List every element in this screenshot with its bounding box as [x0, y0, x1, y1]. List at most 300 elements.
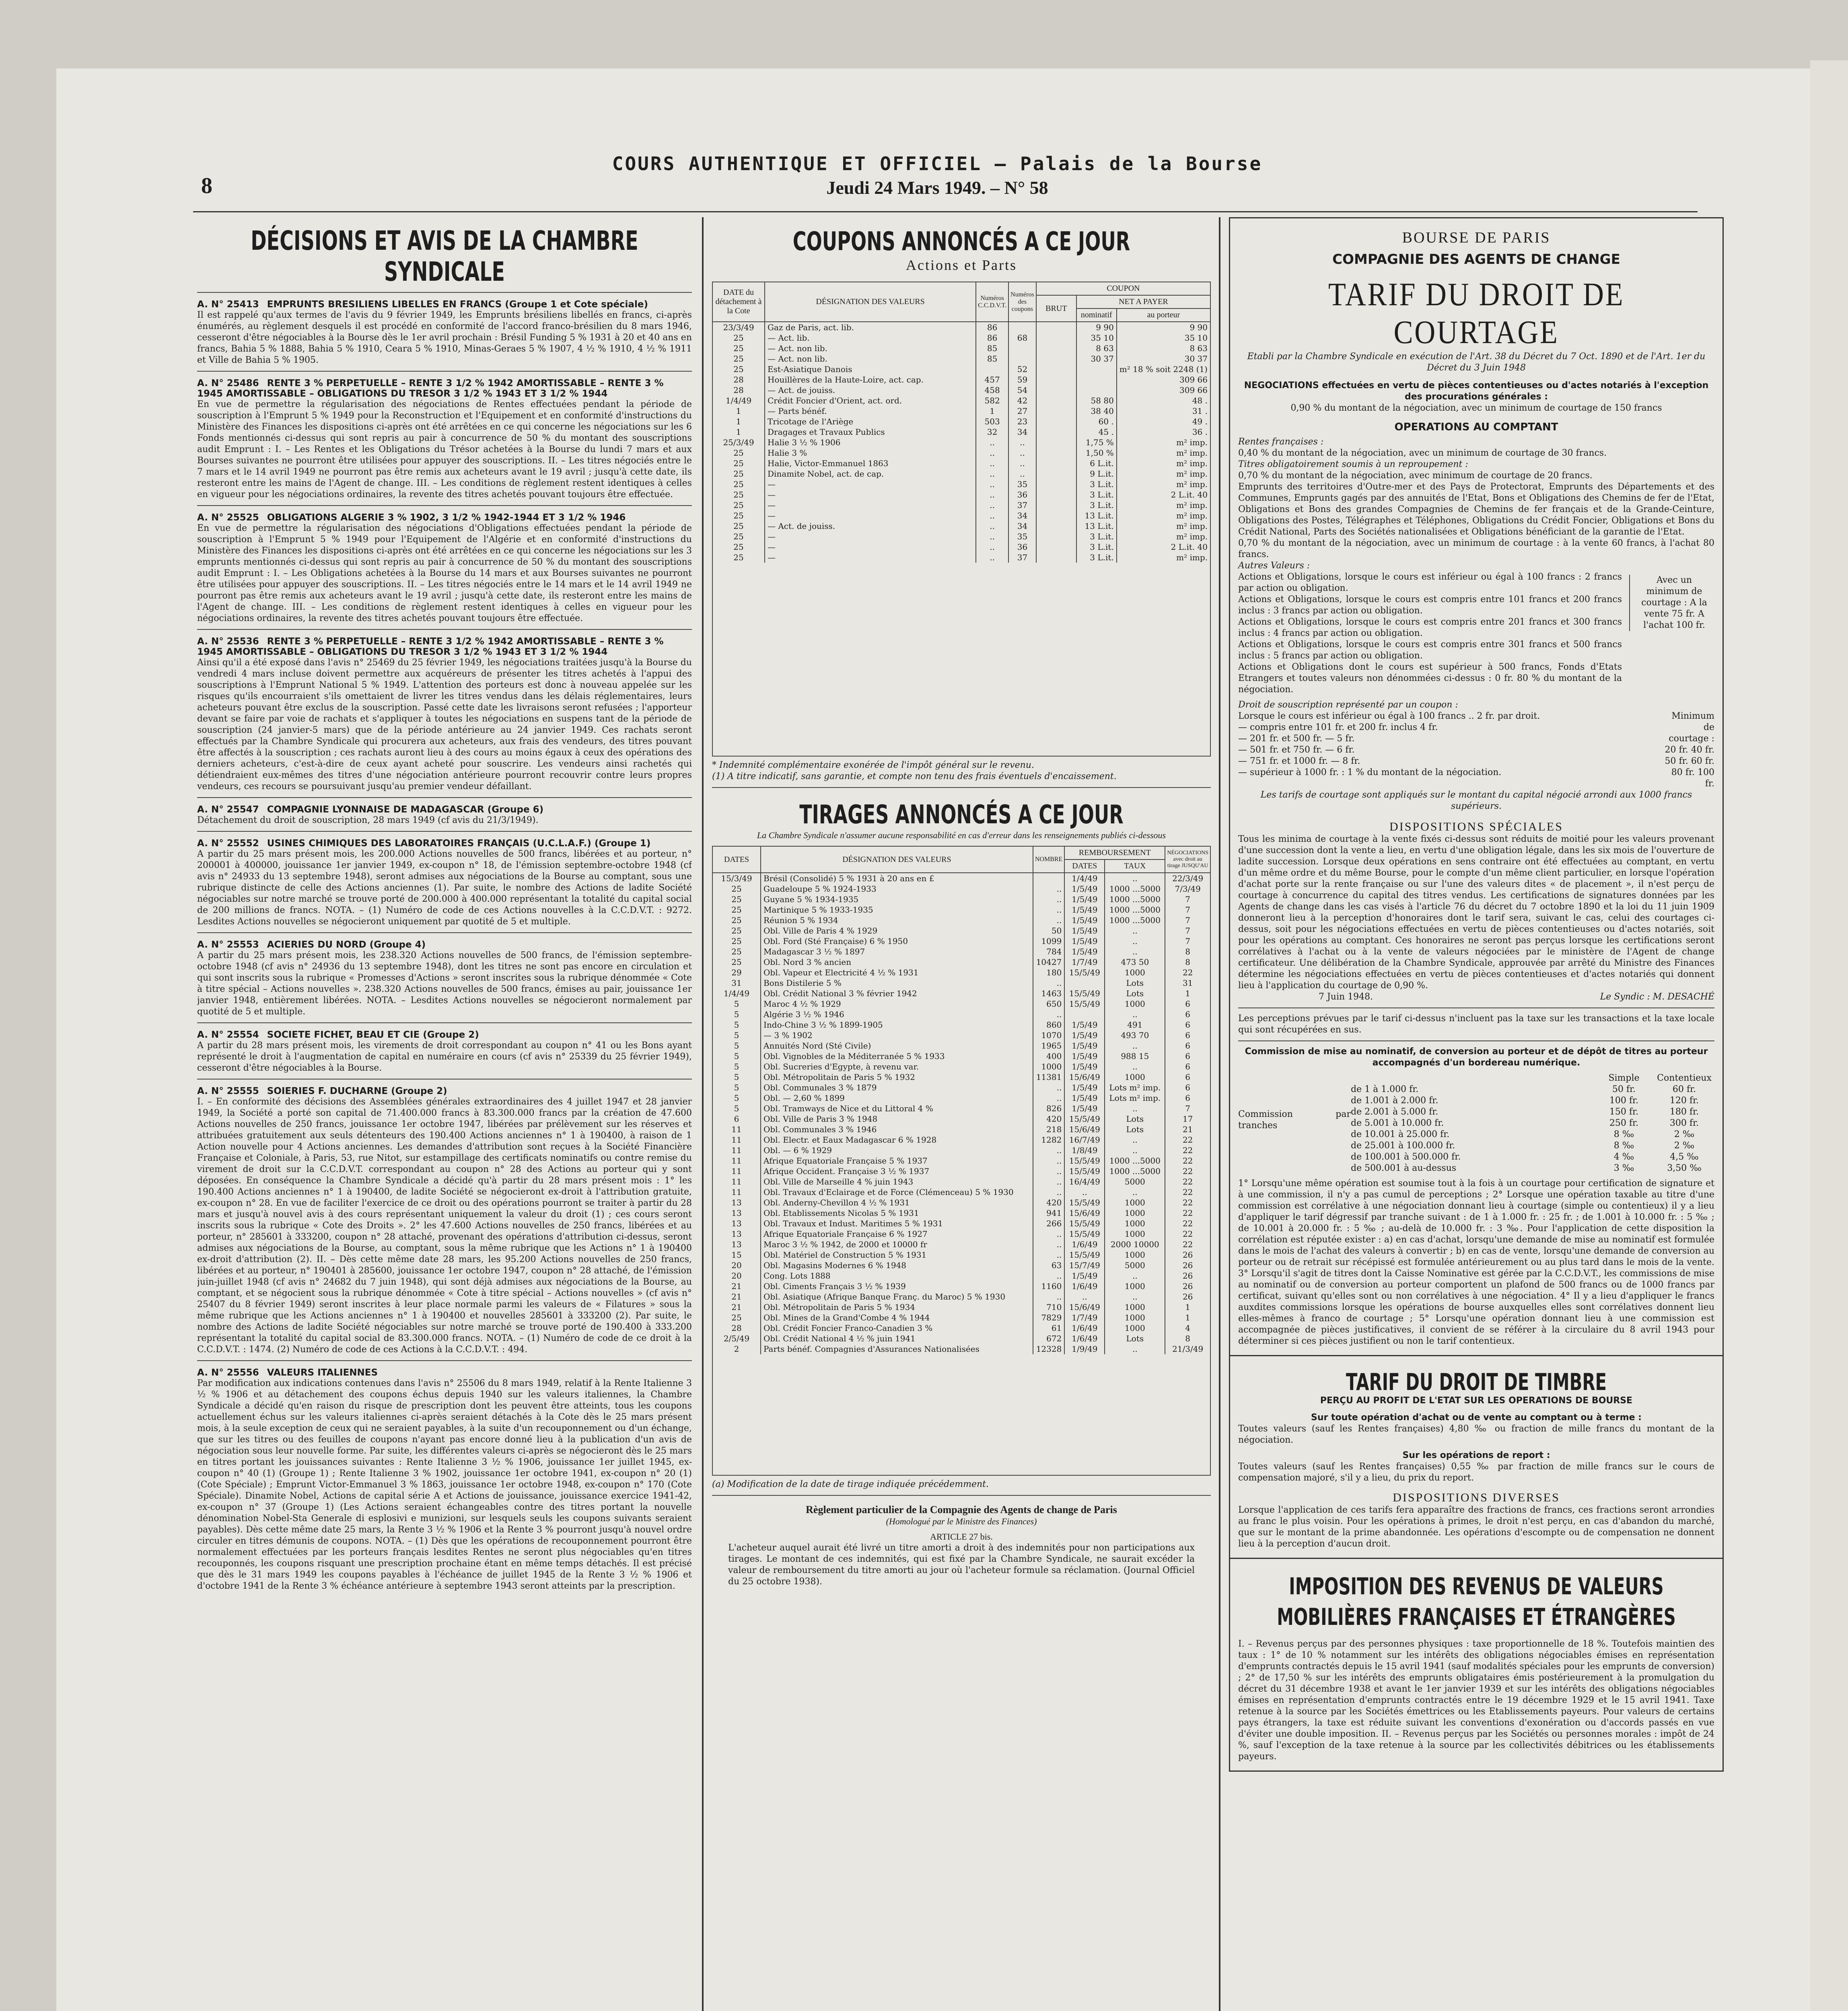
table-cell: .. — [976, 448, 1008, 458]
table-cell: m² imp. — [1117, 500, 1210, 510]
decision-number: A. N° 25556 — [197, 1367, 259, 1378]
decision-subject: OBLIGATIONS ALGERIE 3 % 1902, 3 1/2 % 1942-1944 ET 3 1/2 % 1946 — [267, 512, 626, 523]
decision-heading — [197, 1086, 692, 1096]
table-cell: 1000 ...5000 — [1105, 884, 1165, 894]
table-row — [712, 1302, 1210, 1312]
table-cell: Obl. Etablissements Nicolas 5 % 1931 — [761, 1208, 1033, 1218]
table-cell: 27 — [1008, 406, 1036, 416]
commission-row — [1351, 1151, 1714, 1163]
table-cell: 22 — [1165, 1187, 1210, 1197]
table-cell: .. — [976, 469, 1008, 479]
header-rule — [193, 211, 1698, 212]
table-cell: 35 10 — [1076, 333, 1117, 343]
next-page-edge — [1810, 60, 1848, 2011]
table-cell: 5 — [712, 1093, 761, 1103]
commission-contentieux: 4,5 ‰ — [1670, 1152, 1699, 1162]
table-cell: .. — [1105, 1040, 1165, 1051]
timbre-title: TARIF DU DROIT DE TIMBRE — [1346, 1368, 1607, 1396]
table-cell: .. — [1105, 1344, 1165, 1354]
table-cell: 7 — [1165, 915, 1210, 925]
table-cell: — — [765, 489, 976, 500]
table-cell: 15/5/49 — [1064, 1229, 1105, 1239]
table-cell: Obl. Ciments Français 3 ½ % 1939 — [761, 1281, 1033, 1291]
table-cell: 2/5/49 — [712, 1333, 761, 1344]
table-cell — [1064, 1009, 1105, 1020]
table-cell — [1036, 385, 1076, 395]
table-cell: 8 63 — [1076, 343, 1117, 354]
table-cell: Halie 3 % — [765, 448, 976, 458]
table-cell: .. — [1033, 1082, 1064, 1093]
table-cell: — — [765, 542, 976, 552]
table-cell: Maroc 4 ½ % 1929 — [761, 999, 1033, 1009]
table-cell: 28 — [712, 385, 765, 395]
table-cell: 25 — [712, 936, 761, 946]
signature-line — [1238, 991, 1714, 1003]
header-title: COURS AUTHENTIQUE ET OFFICIEL – Palais de la Bourse — [612, 153, 1263, 175]
table-cell: 59 — [1008, 374, 1036, 385]
negociations-text: 0,90 % du montant de la négociation, avec un minimum de courtage de 150 francs — [1290, 403, 1662, 413]
coupons-table — [712, 282, 1211, 563]
tarif-line: Actions et Obligations dont le cours est supérieur à 500 francs, Fonds d'Etats Etrangers et toutes valeurs non dénommées ci-dessus : 0 fr. 80 % du montant de la négociation. — [1238, 662, 1622, 695]
table-cell: 25 — [712, 479, 765, 489]
table-row — [712, 322, 1210, 333]
table-cell: 37 — [1008, 500, 1036, 510]
table-cell: 22 — [1165, 1208, 1210, 1218]
table-cell: 493 70 — [1105, 1030, 1165, 1040]
table-cell: 941 — [1033, 1208, 1064, 1218]
table-cell: 49 . — [1117, 416, 1210, 427]
table-cell: Obl. Tramways de Nice et du Littoral 4 % — [761, 1103, 1033, 1114]
tarif-line: Actions et Obligations, lorsque le cours est compris entre 101 francs et 200 francs inclus : 3 francs par action ou obligation. — [1238, 594, 1622, 616]
table-cell: 26 — [1165, 1271, 1210, 1281]
tarif-line: Titres obligatoirement soumis à un reproupement : — [1238, 459, 1468, 469]
comptant-title: OPERATIONS AU COMPTANT — [1394, 421, 1558, 433]
decision-entry — [197, 1367, 692, 1592]
tarif-line: Actions et Obligations, lorsque le cours est inférieur ou égal à 100 francs : 2 francs par action ou obligation. — [1238, 572, 1622, 593]
decision-number: A. N° 25536 — [197, 636, 259, 647]
souscription-line: — 501 fr. et 750 fr. — 6 fr. — [1238, 745, 1355, 755]
courtage-box — [1229, 217, 1724, 1356]
table-row — [712, 1271, 1210, 1281]
table-cell: Obl. Magasins Modernes 6 % 1948 — [761, 1260, 1033, 1271]
coupons-subtitle: Actions et Parts — [906, 257, 1017, 273]
table-cell: — Act. non lib. — [765, 354, 976, 364]
table-cell: 1 — [712, 406, 765, 416]
table-cell: 36 . — [1117, 427, 1210, 437]
perceptions-text: Les perceptions prévues par le tarif ci-dessus n'incluent pas la taxe sur les transactions et la taxe locale qui sont récupérées en sus. — [1238, 1014, 1714, 1035]
minimum-box: Avec un minimum de courtage : A la vente 75 fr. A l'achat 100 fr. — [1629, 575, 1714, 631]
table-row — [712, 1208, 1210, 1218]
coupons-note: (1) A titre indicatif, sans garantie, et compte non tenu des frais éventuels d'encaissement. — [712, 771, 1117, 781]
comptant-list — [1238, 436, 1714, 695]
table-cell: 1/6/49 — [1064, 1239, 1105, 1250]
decisions-title: DÉCISIONS ET AVIS DE LA CHAMBRE SYNDICALE — [251, 225, 638, 287]
table-cell: 6 — [1165, 1082, 1210, 1093]
decision-heading — [197, 1030, 692, 1040]
table-row — [712, 1156, 1210, 1166]
coupons-note: * Indemnité complémentaire exonérée de l'impôt général sur le revenu. — [712, 760, 1034, 770]
table-row — [712, 448, 1210, 458]
table-cell: m² imp. — [1117, 479, 1210, 489]
decision-entry — [197, 838, 692, 927]
souscription-title: Droit de souscription représenté par un coupon : — [1238, 700, 1458, 710]
decision-number: A. N° 25555 — [197, 1086, 259, 1096]
table-cell: 36 — [1008, 542, 1036, 552]
table-cell: .. — [976, 521, 1008, 531]
table-cell: 3 L.it. — [1076, 531, 1117, 542]
table-row — [712, 1135, 1210, 1145]
table-cell — [1008, 354, 1036, 364]
timbre-head-1: Sur toute opération d'achat ou de vente au comptant ou à terme : — [1311, 1413, 1642, 1423]
commission-row — [1351, 1118, 1714, 1129]
table-row — [712, 510, 1210, 521]
table-cell: 1000 ...5000 — [1105, 915, 1165, 925]
table-cell: 31 — [712, 978, 761, 988]
table-cell: 42 — [1008, 395, 1036, 406]
timbre-text-1: Toutes valeurs (sauf les Rentes françaises) 4,80 ‰ ou fraction de mille francs du montant de la négociation. — [1238, 1424, 1714, 1445]
commission-grid — [1351, 1073, 1714, 1174]
table-cell: 309 66 — [1117, 385, 1210, 395]
table-cell: 26 — [1165, 1291, 1210, 1302]
table-row — [712, 873, 1210, 884]
table-cell: 7 — [1165, 936, 1210, 946]
table-cell: 21 — [1165, 1124, 1210, 1135]
table-cell: m² imp. — [1117, 448, 1210, 458]
table-cell: — — [765, 531, 976, 542]
table-row — [712, 385, 1210, 395]
table-cell: — 3 % 1902 — [761, 1030, 1033, 1040]
table-cell: 9 90 — [1117, 322, 1210, 333]
table-cell: 1,75 % — [1076, 437, 1117, 448]
table-cell: Lots — [1105, 1333, 1165, 1344]
table-cell: 15/7/49 — [1064, 1260, 1105, 1271]
table-cell: 25 — [712, 552, 765, 563]
dispositions-text: Tous les minima de courtage à la vente fixés ci-dessus sont réduits de moitié pour les valeurs provenant d'une succession dont la vente a lieu, en vertu d'une obligation légale, dans les six mois de l'ouverture de ladite succession. Lorsque deux opérations en sens contraire ont été effectuées au comptant, en vertu d'un même ordre et du même Bourse, pour le compte d'un même client particulier, en lorsque l'opération d'achat porte sur la rente française ou sur l'une des valeurs dites « de placement », il n'est perçu de courtage à concurrence du capital des titres vendus. Les certifications de signatures données par les Agents de change dans les cas visés à l'article 76 du décret du 7 octobre 1890 et la loi du 11 juin 1909 donneront lieu à la perception d'honoraires dont le tarif sera, suivant le cas, celui des courtages ci-dessus, soit pour les négociations effectuées en vertu de pièces contentieuses ou d'actes notariés, soit pour les opérations au comptant. Ces honoraires ne seront pas perçus lorsque les certifications seront corrélatives à l'achat ou à la vente de valeurs négociées par le ministère de l'Agent de change certificateur. Une délibération de la Chambre Syndicale, approuvée par arrêté du Ministre des Finances détermine les négociations effectuées en vertu de pièces contentieuses et d'actes notariés qui donnent lieu à l'application du courtage de 0,90 %. — [1238, 834, 1714, 991]
table-cell: 52 — [1008, 364, 1036, 374]
decision-text: A partir du 25 mars présent mois, les 238.320 Actions nouvelles de 500 francs, de l'émission septembre-octobre 1948 (cf avis n° 24936 du 13 septembre 1948), dont les titres ne sont pas encore en circulation et qui sont inscrits sous la rubrique « Promesses d'Actions » seront inscrites sous la rubrique dénommée « Cote à titre spécial – Actions nouvelles ». 238.320 Actions nouvelles de 500 francs, émises au pair, jouissance 1er janvier 1948, entièrement libérées. NOTA. – Lesdites Actions nouvelles se négocieront normalement par quotité de 5 et multiple. — [197, 950, 692, 1017]
table-cell: 13 — [712, 1239, 761, 1250]
table-cell: 860 — [1033, 1020, 1064, 1030]
table-cell: 582 — [976, 395, 1008, 406]
table-cell: 457 — [976, 374, 1008, 385]
table-cell: .. — [976, 531, 1008, 542]
table-row — [712, 1344, 1210, 1354]
table-cell: .. — [976, 458, 1008, 469]
table-cell: Obl. Ville de Paris 3 % 1948 — [761, 1114, 1033, 1124]
table-row — [712, 884, 1210, 894]
table-cell: 1/5/49 — [1064, 1082, 1105, 1093]
table-cell: Obl. Ford (Sté Française) 6 % 1950 — [761, 936, 1033, 946]
table-row — [712, 1239, 1210, 1250]
table-cell: 2 L.it. 40 — [1117, 542, 1210, 552]
decision-text: Ainsi qu'il a été exposé dans l'avis n° 25469 du 25 février 1949, les négociations traitées jusqu'à la Bourse du vendredi 4 mars incluse doivent permettre aux acquéreurs de présenter les titres achetés à l'appui des souscriptions à l'Emprunt National 5 % 1949. L'attention des porteurs est donc à nouveau appelée sur les risques qu'ils encourraient s'ils omettaient de livrer les titres vendus dans les délais réglementaires, leurs acheteurs pouvant être exclus de la souscription. Passé cette date les livraisons seront refusées ; l'apporteur devant se faire par voie de rachats et s'appliquer à toutes les négociations en suspens tant de la période de souscription (24 janvier-5 mars) que de la période antérieure au 24 janvier 1949. Ces rachats seront effectués par la Chambre Syndicale qui procurera aux acheteurs, aux frais des vendeurs, des titres pouvant être affectés à la souscription ; ces rachats auront lieu à des cours au moins égaux à ceux des opérations des derniers acheteurs, c'est-à-dire de ceux ayant acheté pour souscrire. Les vendeurs ainsi rachetés qui détiendraient eux-mêmes des titres d'une négociation antérieure pourront recouvrir contre leurs propres vendeurs, ces recours se poursuivant jusqu'au premier vendeur défaillant. — [197, 658, 692, 792]
table-cell: Lots — [1105, 978, 1165, 988]
table-cell: 13 — [712, 1197, 761, 1208]
table-cell: 400 — [1033, 1051, 1064, 1061]
table-cell: 1000 — [1105, 1312, 1165, 1323]
table-cell: 1000 — [1105, 1229, 1165, 1239]
decision-text: En vue de permettre la régularisation des négociations de Rentes effectuées pendant la période de souscription à l'Emprunt 5 % 1949 pour la Reconstruction et l'Equipement et en conformité d'instructions du Ministère des Finances les dispositions ci-après ont été arrêtées en ce qui concerne les négociations sur les 6 Fonds mentionnés ci-dessus qui sont repris au pair à concurrence de 50 % du montant des souscriptions audit Emprunt : I. – Les Rentes et les Obligations du Trésor achetées à la Bourse du lundi 7 mars et aux Bourses suivantes ne pourront être utilisées pour appuyer des souscriptions. II. – Les titres négociés entre le 7 mars et le 14 avril 1949 ne pourront pas être remis aux acheteurs avant le 19 avril ; jusqu'à cette date, ils resteront entre les mains de l'Agent de change. III. – Les conditions de règlement restent identiques à celles en vigueur pour les négociations ordinaires, la revente des titres achetés pouvant toujours être effectuée. — [197, 399, 692, 500]
table-cell: 1/5/49 — [1064, 1030, 1105, 1040]
table-cell: .. — [1008, 448, 1036, 458]
table-cell: 5 — [712, 1082, 761, 1093]
table-cell: 25 — [712, 957, 761, 967]
table-cell: Obl. Nord 3 % ancien — [761, 957, 1033, 967]
souscription-list — [1238, 711, 1662, 790]
table-cell: 25 — [712, 542, 765, 552]
table-row — [712, 1187, 1210, 1197]
souscription-line: — 751 fr. et 1000 fr. — 8 fr. — [1238, 756, 1360, 766]
imposition-box — [1229, 1558, 1724, 1772]
table-cell: 22 — [1165, 1239, 1210, 1250]
table-cell: Obl. Mines de la Grand'Combe 4 % 1944 — [761, 1312, 1033, 1323]
commission-text: 1° Lorsqu'une même opération est soumise tout à la fois à un courtage pour certification de signature et à une commission, il n'y a pas cumul de perceptions ; 2° Lorsque une opération taxable au titre d'une commission est corrélative à une négociation donnant lieu à courtage (simple ou contentieux) il y a lieu d'appliquer le tarif dégressif par tranche suivant : de 1 à 1.000 fr. : 25 fr. ; de 1.001 à 10.000 fr. : 5 ‰ ; de 10.001 à 20.000 fr. : 5 ‰ ; au-delà de 10.000 fr. : 3 ‰. Pour l'application de cette disposition la corrélation est réputée exister : a) en cas d'achat, lorsqu'une demande de mise au nominatif est formulée dans le mois de l'achat des valeurs à convertir ; b) en cas de vente, lorsqu'une demande de conversion au porteur ou de retrait sur récépissé est formulée antérieurement ou au plus tard dans le mois de la vente. 3° Lorsqu'il s'agit de titres dont la Caisse Nominative est gérée par la C.C.D.V.T., les commissions de mise au nominatif ou de conversion au porteur comportent un plafond de 500 francs ou de 1000 francs par certificat, suivant qu'elles sont ou non corrélatives à une négociation. 4° Il y a lieu d'appliquer le francs auxdites commissions lorsque les opérations de bourse auxquelles elles sont corrélatives donnent lieu elles-mêmes à franco de courtage ; 5° Lorsqu'une opération donnant lieu à une commission est accompagnée de pièces justificatives, il convient de se référer à la circulaire du 8 avril 1943 pour déterminer si ces pièces justifient ou non le tarif contentieux. — [1238, 1178, 1714, 1346]
table-cell: Dinamite Nobel, act. de cap. — [765, 469, 976, 479]
table-cell: Lots — [1105, 1114, 1165, 1124]
table-cell: 5 — [712, 999, 761, 1009]
table-cell: 9 90 — [1076, 322, 1117, 333]
table-cell: 86 — [976, 322, 1008, 333]
table-cell: 5 — [712, 1103, 761, 1114]
table-cell: .. — [1033, 1229, 1064, 1239]
table-cell: 11 — [712, 1124, 761, 1135]
imposition-title: IMPOSITION DES REVENUS DE VALEURS MOBILIÈRES FRANÇAISES ET ÉTRANGÈRES — [1277, 1573, 1676, 1631]
table-cell: .. — [976, 542, 1008, 552]
page-number: 8 — [201, 173, 212, 198]
divider — [712, 1495, 1211, 1496]
decision-text: I. – En conformité des décisions des Assemblées générales extraordinaires des 4 juillet 1947 et 28 janvier 1949, la Société a porté son capital de 71.400.000 francs à 83.300.000 francs par la création de 47.600 Actions nouvelles de 250 francs, jouissance 1er octobre 1947, libérées par prélèvement sur les réserves et attribuées gratuitement aux seuls détenteurs des 190.400 Actions anciennes n° 1 à 190400, à raison de 1 Action nouvelle pour 4 Actions anciennes. Les demandes d'attribution sont reçues à la Société Financière Française et Coloniale, à Paris, 53, rue Nitot, sur estampillage des certificats nominatifs ou contre remise du virement de droit sur la C.C.D.V.T. correspondant au coupon n° 28 des Actions au porteur qui y sont déposées. En conséquence la Chambre Syndicale a décidé qu'à partir du 28 mars présent mois : 1° les 190.400 Actions anciennes n° 1 à 190400, de ladite Société se négocieront ex-droit à l'attribution gratuite, ex-coupon n° 28. En vue de faciliter l'exercice de ce droit ou des opérations pourront se traiter à partir du 28 mars et jusqu'à nouvel avis à des cours représentant uniquement la valeur du droit (1) ; ces cours seront inscrits sous la rubrique « Cote des Droits ». 2° les 47.600 Actions nouvelles de 250 francs, libérées et au porteur, n° 285601 à 333200, coupon n° 28 attaché, provenant des opérations d'attribution ci-dessus, seront admises aux négociations de la Bourse, au comptant, sous la même rubrique que les Actions n° 1 à 190400 ex-droit d'attribution (2). II. – Dès cette même date 28 mars, les 95.200 Actions nouvelles de 250 francs, libérées et au porteur, n° 190401 à 285600, jouissance 1er octobre 1947, coupon n° 28 attaché, de l'émission juin-juillet 1948 (cf avis n° 24682 du 7 juin 1948), qui sont déjà admises aux négociations de la Bourse, au comptant, et se négocient sous la rubrique dénommée « Cote à titre spécial – Actions nouvelles » (cf avis n° 25407 du 8 février 1949) seront inscrites à leur place normale parmi les valeurs de « Filatures » sous la même rubrique que les Actions anciennes n° 1 à 190400 et nouvelles 285601 à 333200 (2). Par suite, le nombre des Actions de ladite Société négociables sur notre marché se trouve porté de 190.400 à 333.200 représentant la totalité du capital social de 83.300.000 francs. NOTA. – (1) Numéro de code de ce droit à la C.C.D.V.T. : 1474. (2) Numéro de code de ces Actions à la C.C.D.V.T. : 494. — [197, 1097, 692, 1355]
commission-range: de 500.001 à au-dessus — [1351, 1163, 1457, 1173]
table-cell — [1036, 448, 1076, 458]
table-cell: 26 — [1165, 1281, 1210, 1291]
table-cell: Gaz de Paris, act. lib. — [765, 322, 976, 333]
commission-row — [1351, 1084, 1714, 1095]
tirages-note: (a) Modification de la date de tirage indiquée précédemment. — [712, 1479, 989, 1489]
decision-text: Détachement du droit de souscription, 28 mars 1949 (cf avis du 21/3/1949). — [197, 815, 539, 825]
table-cell: 5 — [712, 1051, 761, 1061]
decision-number: A. N° 25413 — [197, 299, 259, 310]
table-cell: Obl. Travaux d'Eclairage et de Force (Clémenceau) 5 % 1930 — [761, 1187, 1033, 1197]
table-row — [712, 1103, 1210, 1114]
table-cell: 58 80 — [1076, 395, 1117, 406]
table-row — [712, 406, 1210, 416]
table-cell: 15/5/49 — [1064, 1166, 1105, 1176]
table-cell: 1000 — [1105, 1197, 1165, 1208]
table-cell: 1000 ...5000 — [1105, 905, 1165, 915]
table-cell — [1036, 531, 1076, 542]
table-cell: .. — [1008, 437, 1036, 448]
table-cell: 1 — [712, 427, 765, 437]
table-cell: 20 — [712, 1271, 761, 1281]
table-cell: .. — [1033, 915, 1064, 925]
table-cell: Obl. Ville de Marseille 4 % juin 1943 — [761, 1176, 1033, 1187]
table-cell: Est-Asiatique Danois — [765, 364, 976, 374]
table-cell: 218 — [1033, 1124, 1064, 1135]
table-row — [712, 333, 1210, 343]
table-cell: 25 — [712, 894, 761, 905]
commission-contentieux: 60 fr. — [1672, 1084, 1696, 1094]
table-cell: Brésil (Consolidé) 5 % 1931 à 20 ans en £ — [761, 873, 1033, 884]
table-cell: .. — [1064, 1291, 1105, 1302]
table-cell: Crédit Foncier d'Orient, act. ord. — [765, 395, 976, 406]
col-net: NET A PAYER — [1076, 295, 1210, 308]
table-cell: 31 . — [1117, 406, 1210, 416]
table-cell: 1000 — [1033, 1061, 1064, 1072]
decision-heading — [197, 378, 692, 399]
table-cell: 48 . — [1117, 395, 1210, 406]
table-cell: — — [765, 479, 976, 489]
table-cell: .. — [1033, 884, 1064, 894]
table-row — [712, 469, 1210, 479]
decision-heading — [197, 940, 692, 950]
tarif-line: 0,70 % du montant de la négociation, avec un minimum de courtage : à la vente 60 francs, à l'achat 80 francs. — [1238, 538, 1714, 559]
table-cell: 1463 — [1033, 988, 1064, 999]
table-cell: m² imp. — [1117, 531, 1210, 542]
table-cell: .. — [1033, 1291, 1064, 1302]
table-cell — [1076, 364, 1117, 374]
table-cell: Maroc 3 ½ % 1942, de 2000 et 10000 fr — [761, 1239, 1033, 1250]
decision-entry — [197, 299, 692, 366]
commission-range: de 1.001 à 2.000 fr. — [1351, 1096, 1438, 1106]
table-row — [712, 1114, 1210, 1124]
table-cell: — — [765, 552, 976, 563]
table-cell: 1000 ...5000 — [1105, 894, 1165, 905]
commission-contentieux: 120 fr. — [1669, 1096, 1699, 1106]
table-cell — [1036, 416, 1076, 427]
commission-header-row — [1351, 1073, 1714, 1084]
table-cell: 1 — [712, 416, 765, 427]
table-cell: 25 — [712, 884, 761, 894]
decision-subject: RENTE 3 % PERPETUELLE – RENTE 3 1/2 % 1942 AMORTISSABLE – RENTE 3 % 1945 AMORTISSABLE – OBLIGATIONS DU TRESOR 3 1/2 % 1943 ET 3 1/2 % 1944 — [197, 636, 664, 657]
table-cell: Lots — [1105, 1124, 1165, 1135]
table-cell: 60 . — [1076, 416, 1117, 427]
table-row — [712, 1166, 1210, 1176]
commission-row — [1351, 1129, 1714, 1140]
reglement-subtitle: (Homologué par le Ministre des Finances) — [886, 1516, 1037, 1526]
table-cell: 7829 — [1033, 1312, 1064, 1323]
table-cell: 1/4/49 — [1064, 873, 1105, 884]
col-coupon: COUPON — [1036, 282, 1210, 295]
table-cell: Obl. Anderny-Chevillon 4 ½ % 1931 — [761, 1197, 1033, 1208]
table-cell: 22 — [1165, 1197, 1210, 1208]
table-cell: Guyane 5 % 1934-1935 — [761, 894, 1033, 905]
table-cell: .. — [976, 489, 1008, 500]
decision-number: A. N° 25486 — [197, 378, 259, 389]
table-cell: .. — [1008, 469, 1036, 479]
table-cell: .. — [1033, 1176, 1064, 1187]
table-cell: 35 10 — [1117, 333, 1210, 343]
table-cell: .. — [976, 552, 1008, 563]
table-cell: 1/5/49 — [1064, 1271, 1105, 1281]
table-cell: Bons Distilerie 5 % — [761, 978, 1033, 988]
commission-simple: 100 fr. — [1609, 1096, 1639, 1106]
divider — [197, 1022, 692, 1023]
table-cell: m² imp. — [1117, 521, 1210, 531]
table-cell — [1076, 374, 1117, 385]
table-cell: Indo-Chine 3 ½ % 1899-1905 — [761, 1020, 1033, 1030]
tirages-rows — [712, 873, 1210, 1354]
table-cell: 38 40 — [1076, 406, 1117, 416]
table-cell: Tricotage de l'Ariège — [765, 416, 976, 427]
table-row — [712, 552, 1210, 563]
table-cell: 22 — [1165, 1176, 1210, 1187]
table-row — [712, 946, 1210, 957]
commission-range: de 100.001 à 500.000 fr. — [1351, 1152, 1461, 1162]
table-cell: Obl. Métropolitain de Paris 5 % 1934 — [761, 1302, 1033, 1312]
table-row — [712, 395, 1210, 406]
table-cell: 22/3/49 — [1165, 873, 1210, 884]
table-cell: .. — [976, 500, 1008, 510]
table-row — [712, 427, 1210, 437]
table-cell: Obl. Communales 3 % 1946 — [761, 1124, 1033, 1135]
decision-entry — [197, 1030, 692, 1074]
table-cell: 22 — [1165, 1218, 1210, 1229]
page-header — [145, 153, 1730, 198]
table-cell: 25 — [712, 458, 765, 469]
table-cell: 8 — [1165, 1333, 1210, 1344]
table-cell: 22 — [1165, 1135, 1210, 1145]
table-cell: 6 — [1165, 999, 1210, 1009]
commission-label: Commission par tranches — [1238, 1109, 1351, 1131]
table-row — [712, 894, 1210, 905]
decision-entry — [197, 804, 692, 826]
imposition-text: I. – Revenus perçus par des personnes physiques : taxe proportionnelle de 18 %. Toutefois maintien des taux : 1° de 10 % notamment sur les intérêts des obligations négociables émises en représentation d'emprunts contractés depuis le 15 avril 1941 (sauf modalités spéciales pour les emprunts de conversion) ; 2° de 17,50 % sur les intérêts des emprunts obligataires émis postérieurement à la promulgation du décret du 31 décembre 1938 et avant le 1er janvier 1939 et sur les intérêts des obligations négociables émises en représentation d'emprunts contractés entre le 19 décembre 1929 et le 15 avril 1941. Taxe retenue à la source par les Sociétés émettrices ou les Etablissements payeurs. Pour valeurs de certains pays étrangers, la taxe est réduite suivant les conventions d'exonération ou d'accords passés en vue d'éviter une double imposition. II. – Revenus perçus par les Sociétés ou personnes morales : impôt de 24 %, sauf l'exception de la taxe retenue à la source par les collectivités débitrices ou les établissements payeurs. — [1238, 1639, 1714, 1762]
divider — [197, 371, 692, 372]
table-row — [712, 1061, 1210, 1072]
table-cell: m² imp. — [1117, 510, 1210, 521]
table-cell: 473 50 — [1105, 957, 1165, 967]
tirages-table-blank — [712, 1354, 1211, 1476]
table-cell: 5000 — [1105, 1260, 1165, 1271]
header-date: Jeudi 24 Mars 1949. – N° 58 — [826, 177, 1048, 198]
table-cell: 7 — [1165, 905, 1210, 915]
table-cell: 1 — [1165, 1302, 1210, 1312]
table-cell: 988 15 — [1105, 1051, 1165, 1061]
table-cell — [1036, 427, 1076, 437]
table-cell: 11 — [712, 1187, 761, 1197]
decision-heading — [197, 1367, 692, 1378]
compagnie-title: COMPAGNIE DES AGENTS DE CHANGE — [1332, 251, 1620, 267]
table-row — [712, 957, 1210, 967]
table-row — [712, 1040, 1210, 1051]
table-cell: 31 — [1165, 978, 1210, 988]
table-cell: 12328 — [1033, 1344, 1064, 1354]
table-cell: 22 — [1165, 1145, 1210, 1156]
table-cell: 16/7/49 — [1064, 1135, 1105, 1145]
table-cell: 1/5/49 — [1064, 1051, 1105, 1061]
decision-entry — [197, 1086, 692, 1355]
souscription-note: Les tarifs de courtage sont appliqués sur le montant du capital négocié arrondi aux 1000 francs supérieurs. — [1260, 790, 1692, 811]
table-cell: Cong. Lots 1888 — [761, 1271, 1033, 1281]
table-cell — [1036, 542, 1076, 552]
commission-row — [1351, 1095, 1714, 1106]
table-cell: 672 — [1033, 1333, 1064, 1344]
table-cell: 7 — [1165, 925, 1210, 936]
table-cell: .. — [1105, 1187, 1165, 1197]
col-porteur: au porteur — [1117, 308, 1210, 322]
decision-entry — [197, 636, 692, 792]
table-cell: m² imp. — [1117, 552, 1210, 563]
table-cell: 1/5/49 — [1064, 925, 1105, 936]
table-cell — [1036, 322, 1076, 333]
commission-range: de 25.001 à 100.000 fr. — [1351, 1141, 1455, 1151]
table-cell: 1000 — [1105, 967, 1165, 978]
table-cell: 784 — [1033, 946, 1064, 957]
table-row — [712, 416, 1210, 427]
commission-rows — [1351, 1084, 1714, 1174]
decision-text: A partir du 28 mars présent mois, les virements de droit correspondant au coupon n° 41 ou les Bons ayant représenté le droit à l'augmentation de capital en numéraire en cours (cf avis n° 25339 du 25 février 1949), cesseront d'être négociables à la Bourse. — [197, 1040, 692, 1073]
table-cell: — Act. non lib. — [765, 343, 976, 354]
